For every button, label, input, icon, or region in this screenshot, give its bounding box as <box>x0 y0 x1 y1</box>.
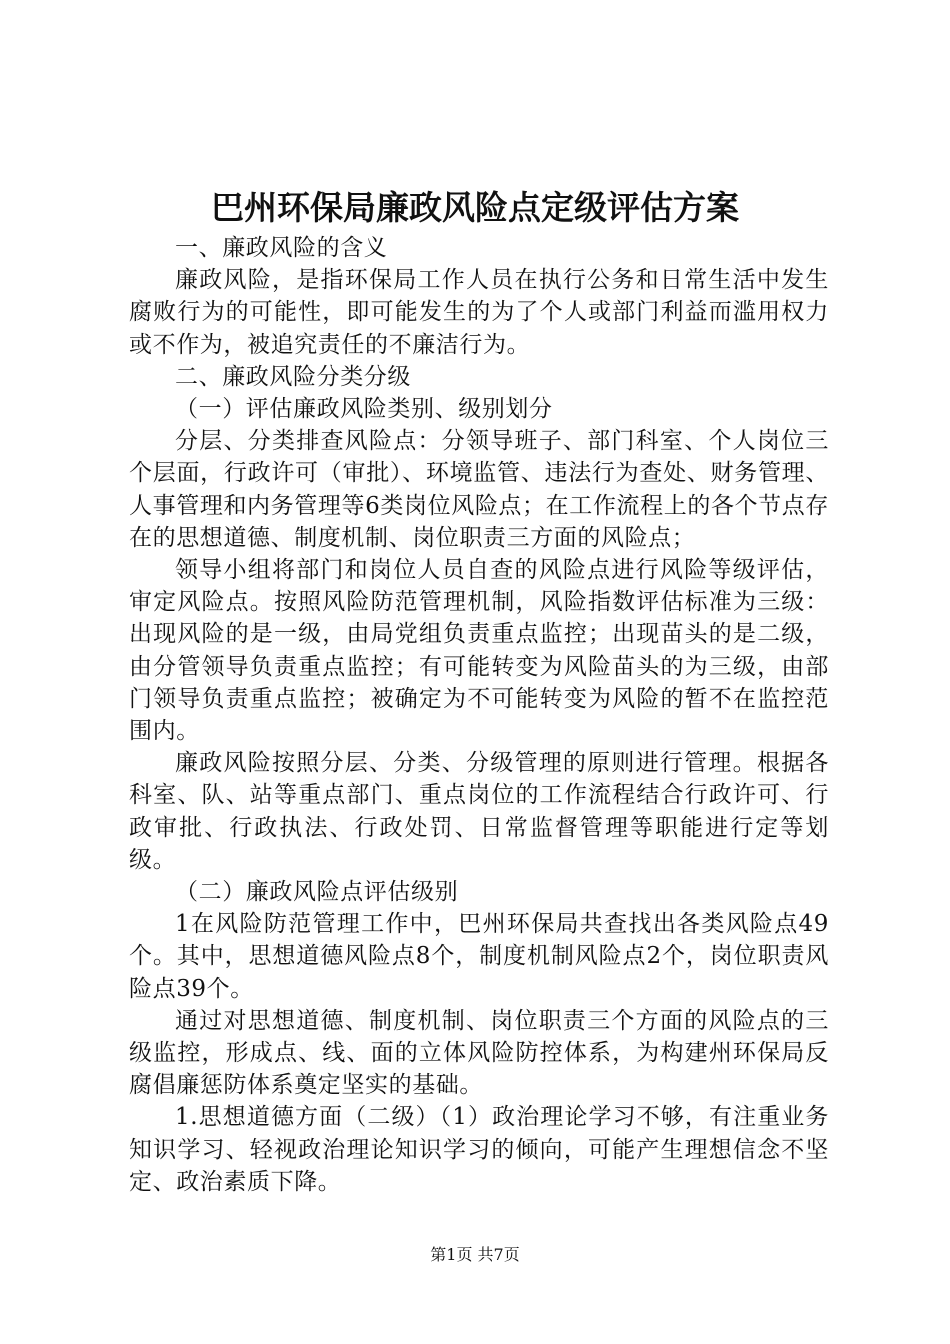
paragraph-ideology: 1.思想道德方面（二级）（1）政治理论学习不够，有注重业务知识学习、轻视政治理论知识学习的倾向，可能产生理想信念不坚定、政治素质下降。 <box>129 1104 829 1195</box>
paragraph-management: 廉政风险按照分层、分类、分级管理的原则进行管理。根据各科室、队、站等重点部门、重点岗位的工作流程结合行政许可、行政审批、行政执法、行政处罚、日常监督管理等职能进行定等划级。 <box>129 750 829 873</box>
subsection-heading-2: （二）廉政风险点评估级别 <box>175 879 459 906</box>
section-heading-2: 二、廉政风险分类分级 <box>175 363 411 390</box>
paragraph-monitoring: 通过对思想道德、制度机制、岗位职责三个方面的风险点的三级监控，形成点、线、面的立体风险防控体系，为构建州环保局反腐倡廉惩防体系奠定坚实的基础。 <box>129 1007 829 1099</box>
page-footer: 第1页 共7页 <box>430 1245 520 1264</box>
section-heading-1: 一、廉政风险的含义 <box>175 235 388 261</box>
paragraph-definition: 廉政风险，是指环保局工作人员在执行公务和日常生活中发生腐败行为的可能性，即可能发生的为了个人或部门利益而滥用权力或不作为，被追究责任的不廉洁行为。 <box>129 267 829 358</box>
paragraph-risk-count: 1在风险防范管理工作中，巴州环保局共查找出各类风险点49个。其中，思想道德风险点8个，制度机制风险点2个，岗位职责风险点39个。 <box>129 911 829 1002</box>
document-title: 巴州环保局廉政风险点定级评估方案 <box>211 188 739 227</box>
paragraph-assessment: 领导小组将部门和岗位人员自查的风险点进行风险等级评估，审定风险点。按照风险防范管理机制，风险指数评估标准为三级：出现风险的是一级，由局党组负责重点监控；出现苗头的是二级，由分管领导负责重点监控；有可能转变为风险苗头的为三级，由部门领导负责重点监控；被确定为不可能转变为风险的暂不在监控范围内。 <box>129 557 829 745</box>
paragraph-classification: 分层、分类排查风险点：分领导班子、部门科室、个人岗位三个层面，行政许可（审批）、环境监管、违法行为查处、财务管理、人事管理和内务管理等6类岗位风险点；在工作流程上的各个节点存在的思想道德、制度机制、岗位职责三方面的风险点； <box>129 428 829 551</box>
subsection-heading-1: （一）评估廉政风险类别、级别划分 <box>175 396 553 423</box>
document-body <box>129 232 829 1198</box>
